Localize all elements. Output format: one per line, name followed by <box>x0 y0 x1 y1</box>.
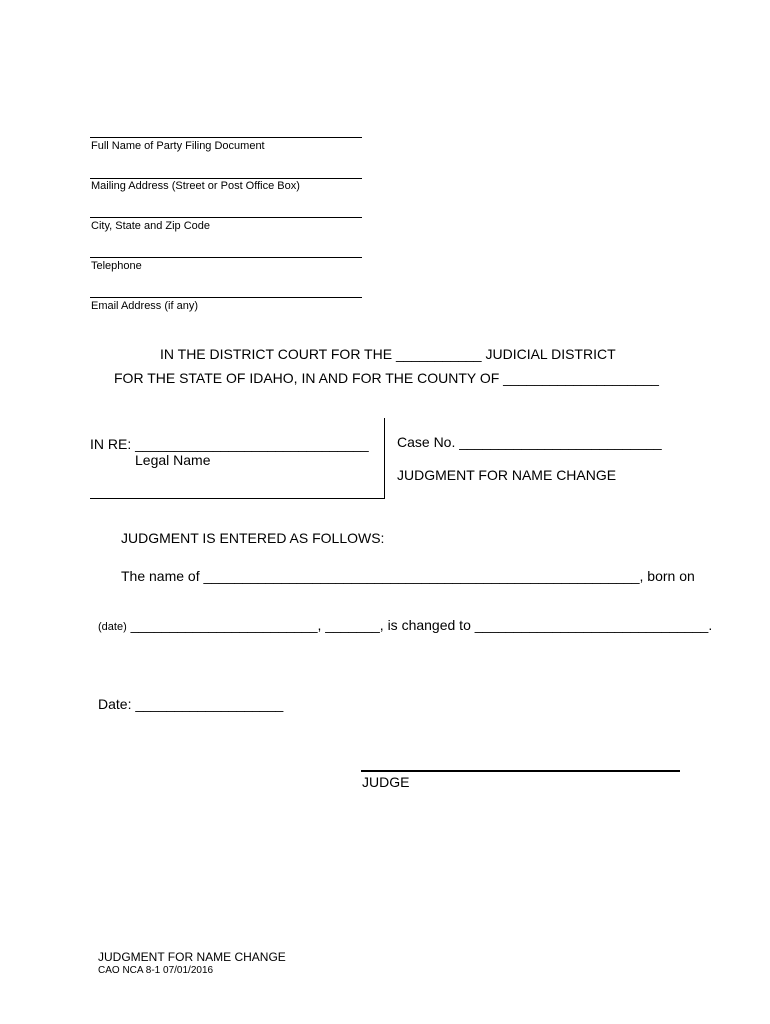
court-caption-line1: IN THE DISTRICT COURT FOR THE ___________ JUDICIAL DISTRICT <box>160 346 616 362</box>
case-divider <box>384 418 385 499</box>
mailing-address-line[interactable] <box>90 178 362 179</box>
mailing-address-label: Mailing Address (Street or Post Office Box) <box>91 180 300 192</box>
case-bottom-rule <box>90 498 384 499</box>
name-line[interactable]: The name of ________________________________________________________, born on <box>121 568 695 584</box>
footer-form-id: CAO NCA 8-1 07/01/2016 <box>98 965 214 976</box>
city-state-zip-label: City, State and Zip Code <box>91 220 211 232</box>
telephone-label: Telephone <box>91 260 142 272</box>
in-re-line[interactable]: IN RE: ______________________________ <box>90 436 369 452</box>
full-name-label: Full Name of Party Filing Document <box>91 140 265 152</box>
footer-title: JUDGMENT FOR NAME CHANGE <box>98 950 286 964</box>
date-changed-line[interactable] <box>98 617 712 633</box>
judge-label: JUDGE <box>362 774 410 790</box>
city-state-zip-line[interactable] <box>90 217 362 218</box>
email-line[interactable] <box>90 297 362 298</box>
document-title: JUDGMENT FOR NAME CHANGE <box>397 467 617 483</box>
date-changed-text: ________________________, _______, is changed to ______________________________. <box>126 617 713 633</box>
judge-signature-line[interactable] <box>361 770 680 772</box>
email-label: Email Address (if any) <box>91 300 198 312</box>
date-signed-line[interactable]: Date: ___________________ <box>98 696 284 712</box>
legal-name-label: Legal Name <box>135 452 211 468</box>
full-name-line[interactable] <box>90 137 362 138</box>
court-caption-line2: FOR THE STATE OF IDAHO, IN AND FOR THE COUNTY OF ____________________ <box>114 370 659 386</box>
case-number-line[interactable]: Case No. __________________________ <box>397 434 662 450</box>
telephone-line[interactable] <box>90 257 362 258</box>
judgment-heading: JUDGMENT IS ENTERED AS FOLLOWS: <box>121 530 385 546</box>
date-label: (date) <box>98 621 127 633</box>
